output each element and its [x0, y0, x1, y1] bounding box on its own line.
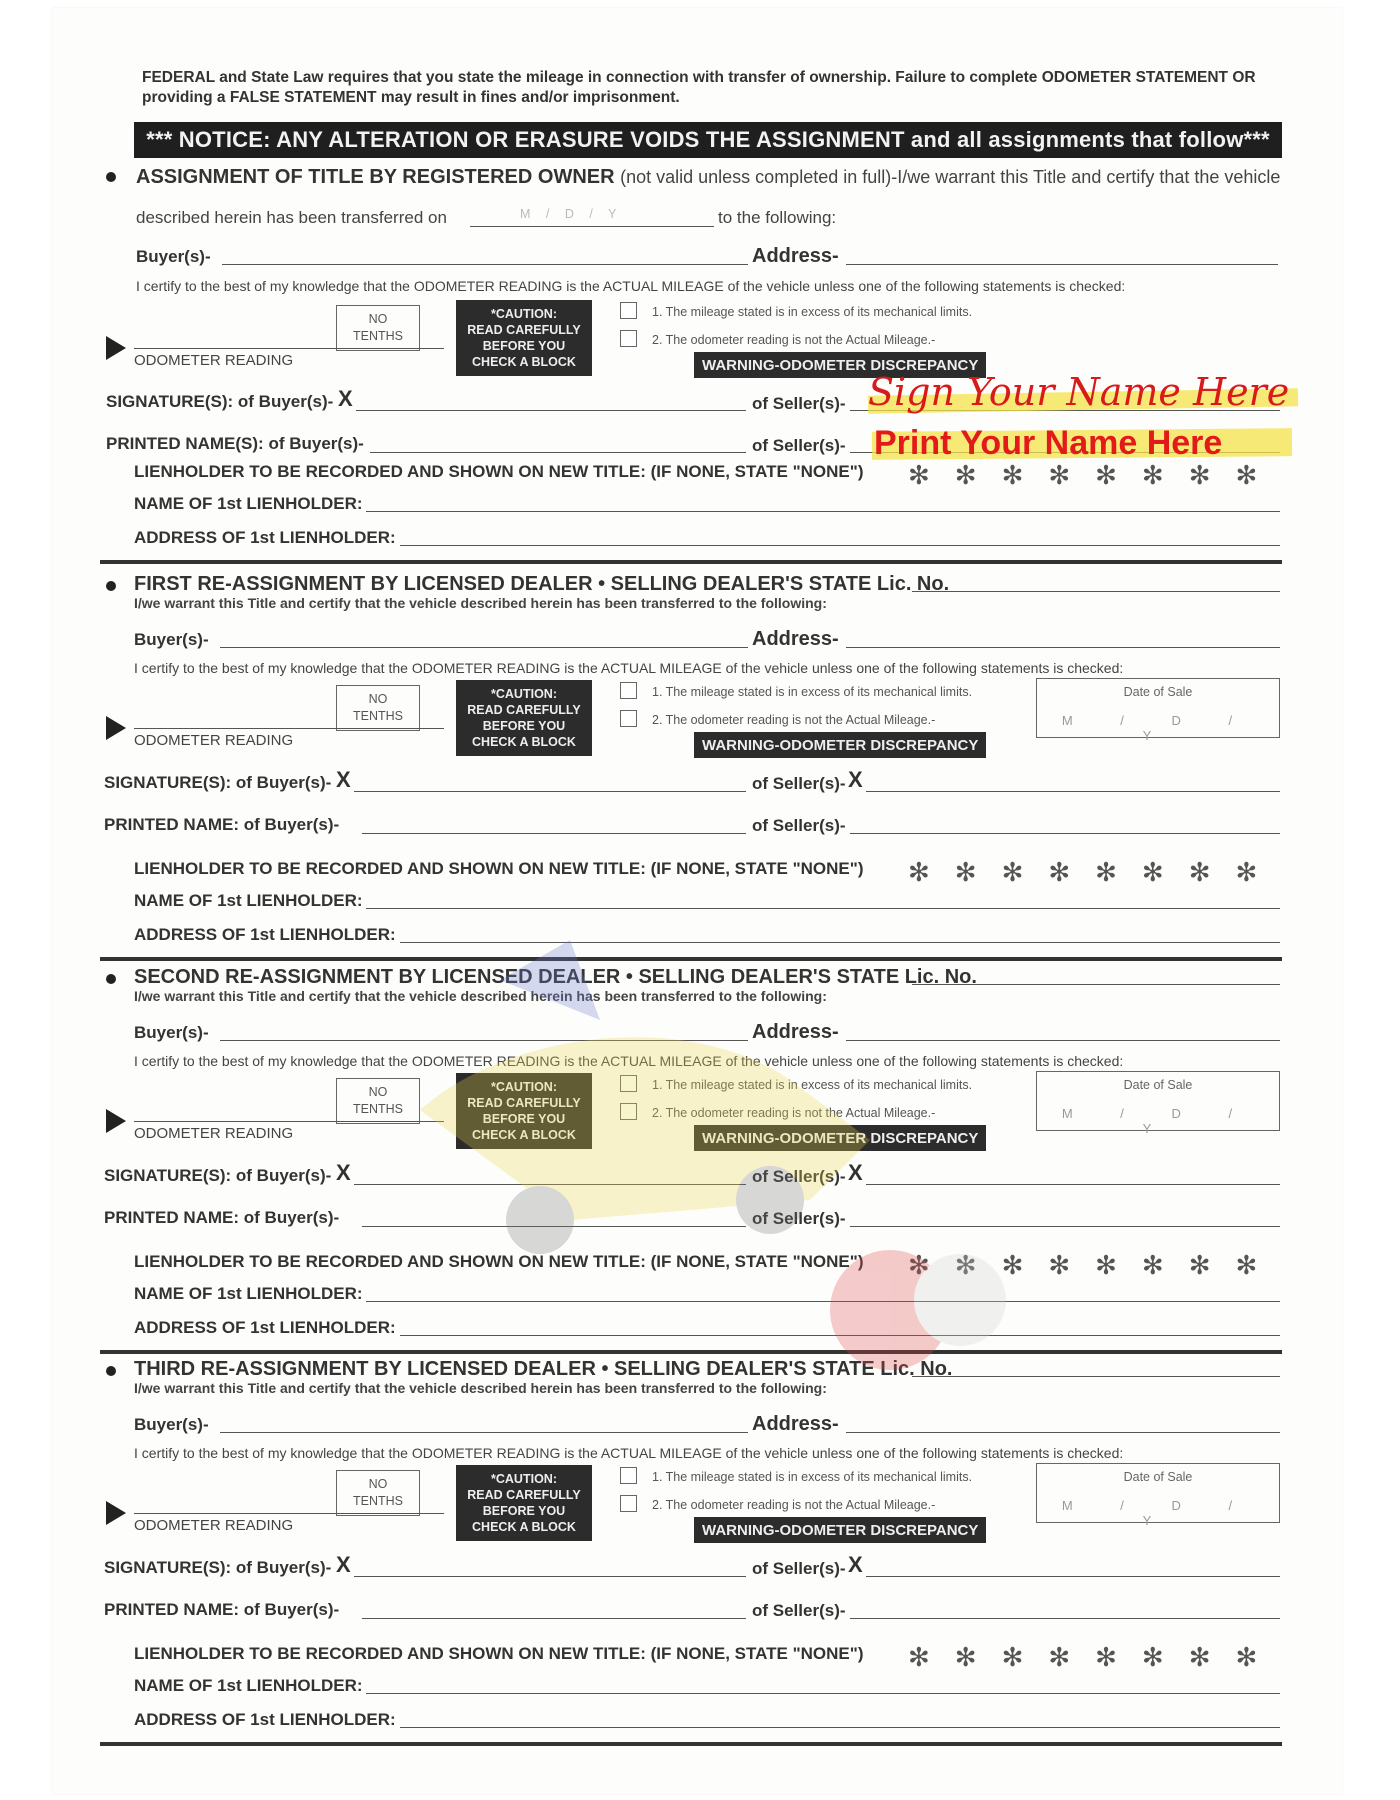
buyer-signature-x: X	[336, 767, 351, 792]
lienholder-heading: LIENHOLDER TO BE RECORDED AND SHOWN ON NEW TITLE: (IF NONE, STATE "NONE")	[134, 462, 864, 481]
seller-signature-field[interactable]	[866, 1576, 1280, 1577]
dealer-section-heading: FIRST RE-ASSIGNMENT BY LICENSED DEALER • SELLING DEALER'S STATE Lic. No.	[134, 573, 950, 595]
lienholder-name-field[interactable]	[366, 1693, 1280, 1694]
lienholder-address-label: ADDRESS OF 1st LIENHOLDER:	[134, 1318, 396, 1337]
date-of-sale-box[interactable]: Date of Sale M / D / Y	[1036, 1071, 1280, 1131]
caution-box: *CAUTION: READ CAREFULLY BEFORE YOU CHECK A BLOCK	[456, 1465, 592, 1541]
lienholder-heading: LIENHOLDER TO BE RECORDED AND SHOWN ON NEW TITLE: (IF NONE, STATE "NONE")	[134, 1252, 864, 1271]
lienholder-name-field[interactable]	[366, 1301, 1280, 1302]
buyer-signature-field[interactable]	[354, 1576, 746, 1577]
section-bullet	[106, 1366, 116, 1376]
address-label: Address-	[752, 245, 839, 267]
arrow-right-icon	[106, 336, 126, 360]
seller-signature-field[interactable]	[866, 1184, 1280, 1185]
no-tenths-box: NO TENTHS	[336, 1078, 420, 1124]
mechanical-limits-checkbox[interactable]	[620, 1075, 637, 1092]
buyer-signature-field[interactable]	[354, 791, 746, 792]
buyer-signature-label: SIGNATURE(S): of Buyer(s)-	[104, 773, 332, 792]
dealer-section-subtext: I/we warrant this Title and certify that the vehicle described herein has been transferred to the following:	[134, 988, 827, 1004]
odometer-warning-banner: WARNING-ODOMETER DISCREPANCY	[694, 1125, 986, 1151]
lienholder-address-field[interactable]	[400, 1727, 1280, 1728]
notice-banner: *** NOTICE: ANY ALTERATION OR ERASURE VOIDS THE ASSIGNMENT and all assignments that follow***	[134, 122, 1282, 158]
dealer-section-heading: SECOND RE-ASSIGNMENT BY LICENSED DEALER • SELLING DEALER'S STATE Lic. No.	[134, 966, 977, 988]
arrow-right-icon	[106, 716, 126, 740]
no-tenths-box: NO TENTHS	[336, 1470, 420, 1516]
dealer-license-field[interactable]	[912, 1376, 1280, 1377]
stmt-mechanical-limits: 1. The mileage stated is in excess of its mechanical limits.	[652, 1078, 973, 1092]
odometer-reading-label: ODOMETER READING	[134, 1125, 294, 1142]
seller-signature-label: of Seller(s)-	[752, 1167, 846, 1186]
seller-signature-x: X	[848, 1160, 863, 1185]
address-label: Address-	[752, 1021, 839, 1043]
lienholder-address-label: ADDRESS OF 1st LIENHOLDER:	[134, 1710, 396, 1729]
seller-printed-name-label: of Seller(s)-	[752, 436, 846, 455]
stmt-not-actual-mileage: 2. The odometer reading is not the Actual Mileage.-	[652, 1106, 936, 1120]
mechanical-limits-checkbox[interactable]	[620, 302, 637, 319]
stmt-not-actual-mileage: 2. The odometer reading is not the Actual Mileage.-	[652, 333, 936, 347]
odometer-reading-label: ODOMETER READING	[134, 732, 294, 749]
odometer-reading-field[interactable]	[134, 1121, 444, 1122]
buyer-printed-name-field[interactable]	[362, 1618, 746, 1619]
certify-text: I certify to the best of my knowledge that the ODOMETER READING is the ACTUAL MILEAGE of the vehicle unless one of the following statements is checked:	[134, 660, 1124, 676]
dealer-section-subtext: I/we warrant this Title and certify that the vehicle described herein has been transferred to the following:	[134, 1380, 827, 1396]
address-field[interactable]	[846, 647, 1280, 648]
transfer-date-field[interactable]	[470, 226, 714, 227]
lienholder-stars: ✻✻✻✻✻✻✻✻	[908, 857, 1283, 887]
not-actual-mileage-checkbox[interactable]	[620, 1495, 637, 1512]
lienholder-address-field[interactable]	[400, 1335, 1280, 1336]
buyer-signature-label: SIGNATURE(S): of Buyer(s)-	[106, 392, 334, 411]
odometer-reading-label: ODOMETER READING	[134, 1517, 294, 1534]
lienholder-address-label: ADDRESS OF 1st LIENHOLDER:	[134, 528, 396, 547]
owner-section-heading: ASSIGNMENT OF TITLE BY REGISTERED OWNER (not valid unless completed in full)-I/we warrant this Title and certify that the vehicle	[136, 166, 1281, 188]
seller-printed-name-field[interactable]	[850, 1226, 1280, 1227]
seller-signature-x: X	[848, 1552, 863, 1577]
lienholder-name-field[interactable]	[366, 908, 1280, 909]
dealer-license-field[interactable]	[912, 591, 1280, 592]
buyer-signature-field[interactable]	[354, 1184, 746, 1185]
dealer-license-field[interactable]	[912, 984, 1280, 985]
seller-signature-x: X	[848, 767, 863, 792]
arrow-right-icon	[106, 1109, 126, 1133]
not-actual-mileage-checkbox[interactable]	[620, 330, 637, 347]
odometer-reading-field[interactable]	[134, 1513, 444, 1514]
lienholder-stars: ✻✻✻✻✻✻✻✻	[908, 460, 1283, 490]
address-label: Address-	[752, 628, 839, 650]
buyer-label: Buyer(s)-	[134, 1415, 209, 1434]
seller-printed-name-label: of Seller(s)-	[752, 1601, 846, 1620]
section-divider	[100, 1350, 1282, 1354]
section-bullet	[106, 172, 116, 182]
caution-box: *CAUTION: READ CAREFULLY BEFORE YOU CHECK A BLOCK	[456, 300, 592, 376]
to-following-text: to the following:	[718, 208, 837, 227]
buyer-printed-name-field[interactable]	[370, 452, 746, 453]
buyer-label: Buyer(s)-	[134, 1023, 209, 1042]
legal-intro-text: FEDERAL and State Law requires that you state the mileage in connection with transfer of ownership. Failure to complete ODOMETER STATEMENT OR providing a FALSE STATEMENT may result in fines and/or imprisonment.	[142, 69, 1256, 106]
seller-signature-label: of Seller(s)-	[752, 774, 846, 793]
transfer-date-text: described herein has been transferred on	[136, 208, 447, 227]
mechanical-limits-checkbox[interactable]	[620, 1467, 637, 1484]
date-of-sale-box[interactable]: Date of Sale M / D / Y	[1036, 1463, 1280, 1523]
seller-printed-name-label: of Seller(s)-	[752, 816, 846, 835]
not-actual-mileage-checkbox[interactable]	[620, 1103, 637, 1120]
lienholder-address-field[interactable]	[400, 942, 1280, 943]
lienholder-address-label: ADDRESS OF 1st LIENHOLDER:	[134, 925, 396, 944]
date-of-sale-box[interactable]: Date of Sale M / D / Y	[1036, 678, 1280, 738]
buyer-signature-x: X	[336, 1160, 351, 1185]
odometer-reading-label: ODOMETER READING	[134, 352, 294, 369]
section-bullet	[106, 974, 116, 984]
buyer-signature-label: SIGNATURE(S): of Buyer(s)-	[104, 1166, 332, 1185]
sign-here-annotation: Sign Your Name Here	[868, 370, 1290, 414]
print-here-annotation: Print Your Name Here	[874, 424, 1223, 462]
printed-names-label: PRINTED NAME(S): of Buyer(s)-	[106, 434, 364, 453]
lienholder-name-label: NAME OF 1st LIENHOLDER:	[134, 1284, 363, 1303]
lienholder-stars: ✻✻✻✻✻✻✻✻	[908, 1250, 1283, 1280]
dealer-section-subtext: I/we warrant this Title and certify that the vehicle described herein has been transferred to the following:	[134, 595, 827, 611]
printed-name-label: PRINTED NAME: of Buyer(s)-	[104, 815, 340, 834]
section-divider	[100, 957, 1282, 961]
no-tenths-box: NO TENTHS	[336, 685, 420, 731]
caution-box: *CAUTION: READ CAREFULLY BEFORE YOU CHECK A BLOCK	[456, 680, 592, 756]
seller-printed-name-field[interactable]	[850, 1618, 1280, 1619]
buyer-signature-label: SIGNATURE(S): of Buyer(s)-	[104, 1558, 332, 1577]
section-divider	[100, 1742, 1282, 1746]
odometer-warning-banner: WARNING-ODOMETER DISCREPANCY	[694, 352, 986, 378]
lienholder-name-field[interactable]	[366, 511, 1280, 512]
certify-text: I certify to the best of my knowledge that the ODOMETER READING is the ACTUAL MILEAGE of the vehicle unless one of the following statements is checked:	[134, 1445, 1124, 1461]
lienholder-name-label: NAME OF 1st LIENHOLDER:	[134, 1676, 363, 1695]
stmt-mechanical-limits: 1. The mileage stated is in excess of its mechanical limits.	[652, 1470, 973, 1484]
section-divider	[100, 560, 1282, 564]
certify-text: I certify to the best of my knowledge that the ODOMETER READING is the ACTUAL MILEAGE of the vehicle unless one of the following statements is checked:	[134, 1053, 1124, 1069]
lienholder-stars: ✻✻✻✻✻✻✻✻	[908, 1642, 1283, 1672]
caution-box: *CAUTION: READ CAREFULLY BEFORE YOU CHECK A BLOCK	[456, 1073, 592, 1149]
address-field[interactable]	[846, 264, 1278, 265]
address-field[interactable]	[846, 1040, 1280, 1041]
address-label: Address-	[752, 1413, 839, 1435]
lienholder-name-label: NAME OF 1st LIENHOLDER:	[134, 494, 363, 513]
stmt-mechanical-limits: 1. The mileage stated is in excess of its mechanical limits.	[652, 685, 973, 699]
seller-signature-field[interactable]	[866, 791, 1280, 792]
buyer-printed-name-field[interactable]	[362, 1226, 746, 1227]
buyer-label: Buyer(s)-	[136, 247, 211, 266]
buyer-signature-field[interactable]	[356, 410, 746, 411]
buyer-signature-x: X	[338, 386, 353, 411]
buyer-label: Buyer(s)-	[134, 630, 209, 649]
section-bullet	[106, 581, 116, 591]
buyer-field[interactable]	[220, 647, 748, 648]
stmt-not-actual-mileage: 2. The odometer reading is not the Actual Mileage.-	[652, 713, 936, 727]
seller-printed-name-label: of Seller(s)-	[752, 1209, 846, 1228]
odometer-reading-field[interactable]	[134, 348, 444, 349]
seller-signature-label: of Seller(s)-	[752, 394, 846, 413]
dealer-section-heading: THIRD RE-ASSIGNMENT BY LICENSED DEALER • SELLING DEALER'S STATE Lic. No.	[134, 1358, 953, 1380]
lienholder-name-label: NAME OF 1st LIENHOLDER:	[134, 891, 363, 910]
seller-printed-name-field[interactable]	[850, 833, 1280, 834]
buyer-field[interactable]	[220, 1040, 748, 1041]
lienholder-heading: LIENHOLDER TO BE RECORDED AND SHOWN ON NEW TITLE: (IF NONE, STATE "NONE")	[134, 1644, 864, 1663]
no-tenths-box: NO TENTHS	[336, 305, 420, 351]
buyer-signature-x: X	[336, 1552, 351, 1577]
printed-name-label: PRINTED NAME: of Buyer(s)-	[104, 1208, 340, 1227]
odometer-warning-banner: WARNING-ODOMETER DISCREPANCY	[694, 1517, 986, 1543]
arrow-right-icon	[106, 1501, 126, 1525]
odometer-warning-banner: WARNING-ODOMETER DISCREPANCY	[694, 732, 986, 758]
address-field[interactable]	[846, 1432, 1280, 1433]
transfer-date-placeholder: M / D / Y	[520, 207, 623, 221]
not-actual-mileage-checkbox[interactable]	[620, 710, 637, 727]
certify-text: I certify to the best of my knowledge that the ODOMETER READING is the ACTUAL MILEAGE of the vehicle unless one of the following statements is checked:	[136, 278, 1126, 294]
stmt-mechanical-limits: 1. The mileage stated is in excess of its mechanical limits.	[652, 305, 973, 319]
printed-name-label: PRINTED NAME: of Buyer(s)-	[104, 1600, 340, 1619]
odometer-reading-field[interactable]	[134, 728, 444, 729]
mechanical-limits-checkbox[interactable]	[620, 682, 637, 699]
buyer-field[interactable]	[222, 264, 748, 265]
stmt-not-actual-mileage: 2. The odometer reading is not the Actual Mileage.-	[652, 1498, 936, 1512]
lienholder-heading: LIENHOLDER TO BE RECORDED AND SHOWN ON NEW TITLE: (IF NONE, STATE "NONE")	[134, 859, 864, 878]
buyer-field[interactable]	[220, 1432, 748, 1433]
buyer-printed-name-field[interactable]	[362, 833, 746, 834]
lienholder-address-field[interactable]	[400, 545, 1280, 546]
seller-signature-label: of Seller(s)-	[752, 1559, 846, 1578]
